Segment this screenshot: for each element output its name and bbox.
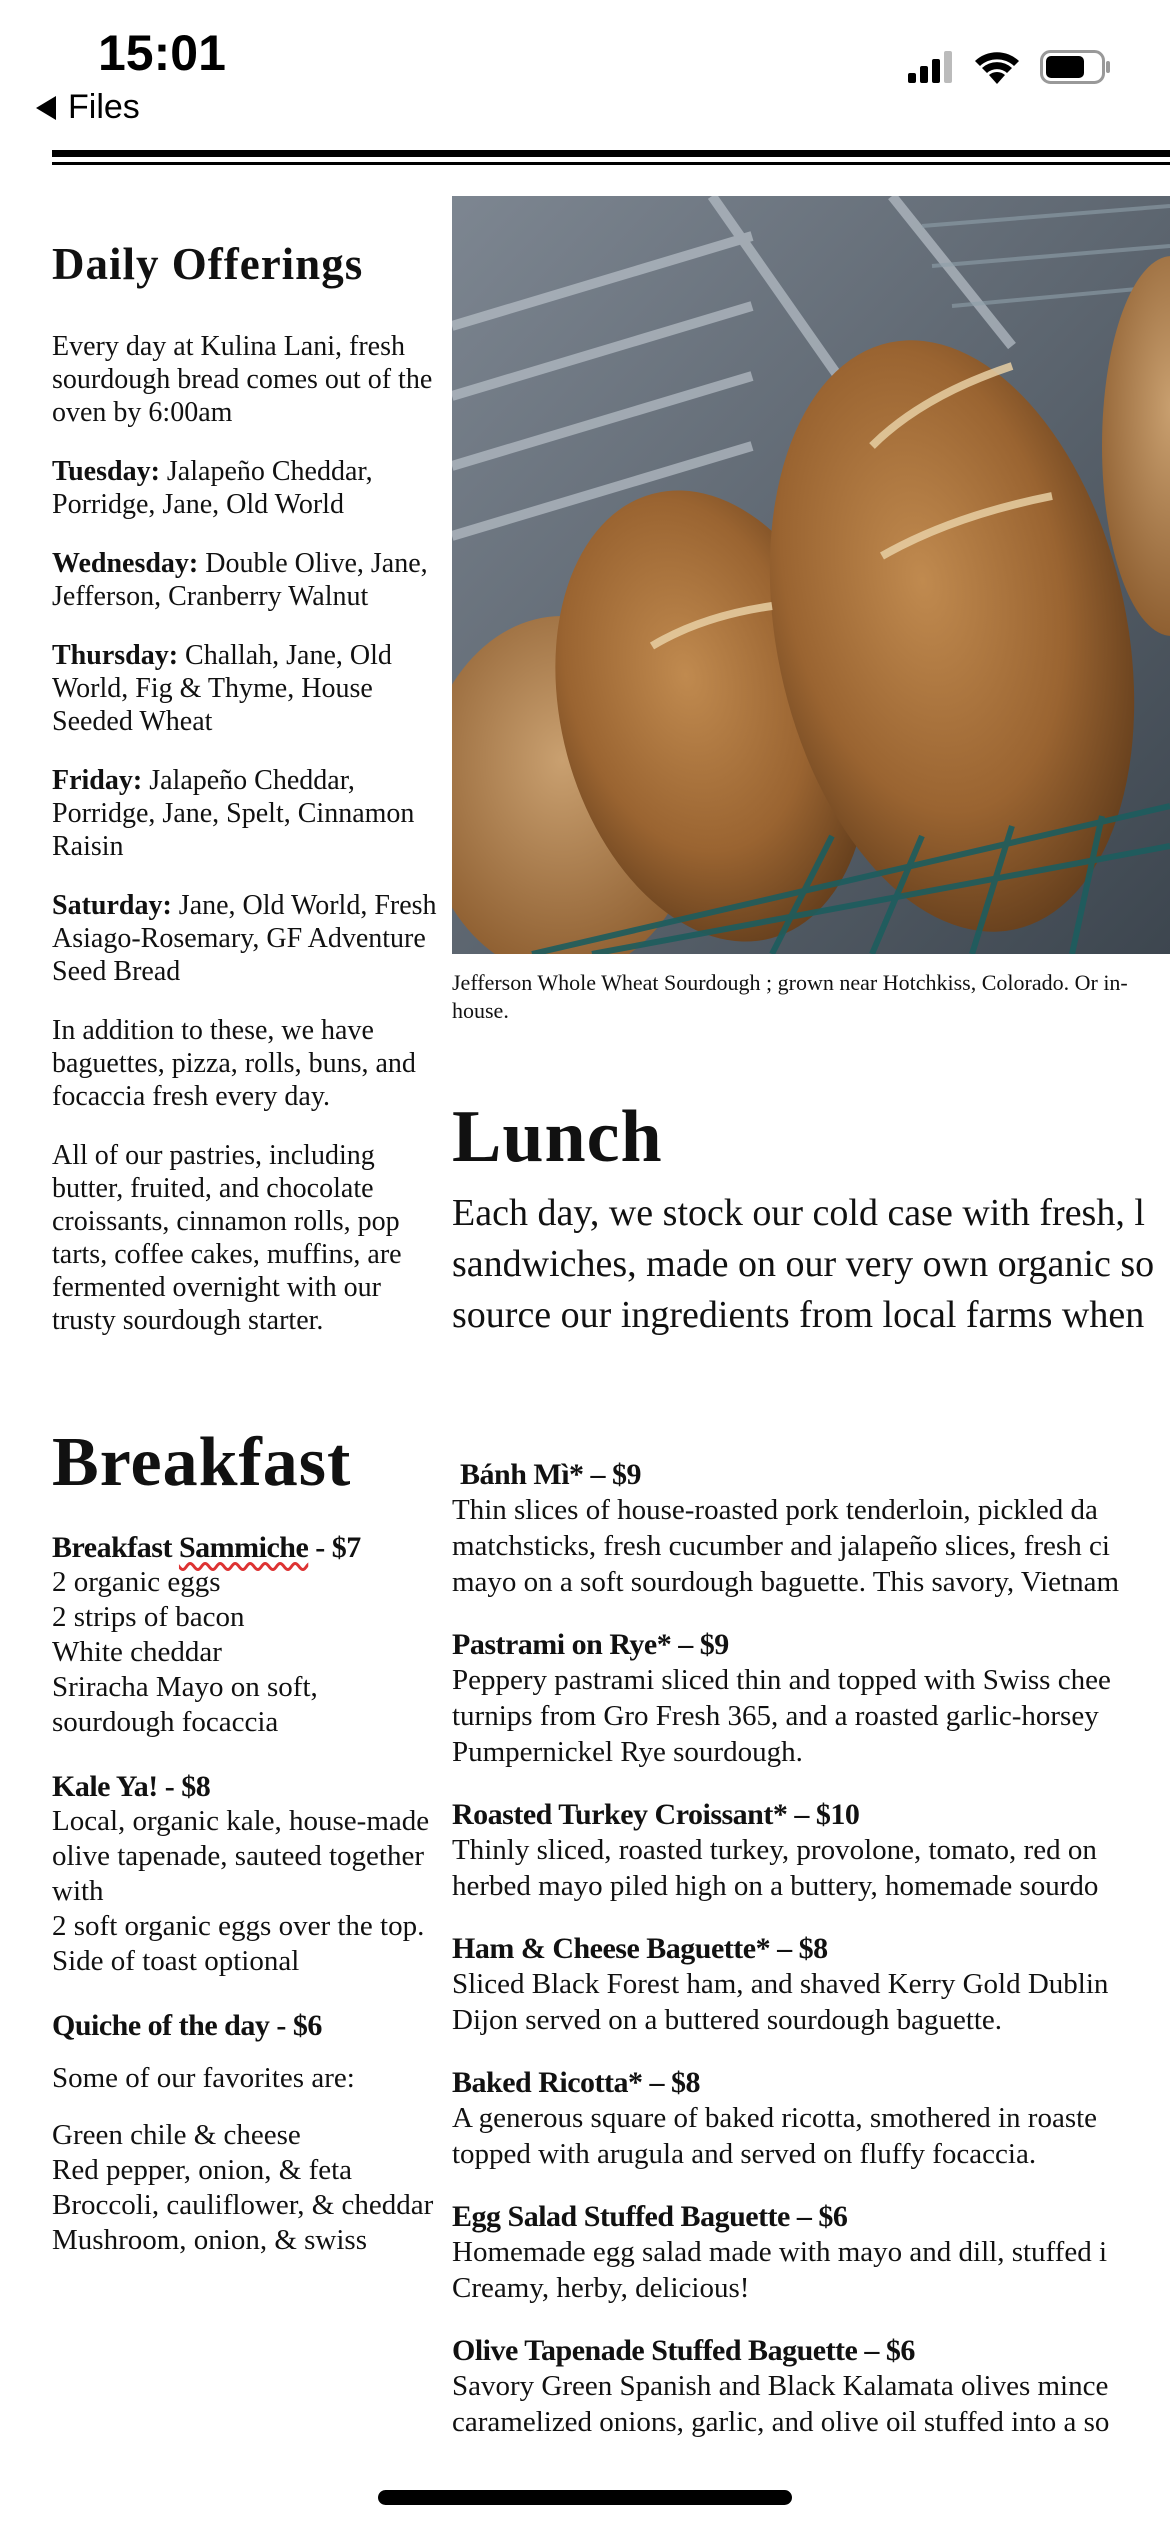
quiche-favorite: Mushroom, onion, & swiss xyxy=(52,2224,368,2256)
breakfast-item-title: Breakfast Sammiche - $7 xyxy=(52,1531,361,1564)
lunch-intro: Each day, we stock our cold case with fresh, l sandwiches, made on our very own organic so source our ingredients from local farms when xyxy=(452,1192,1155,1336)
lunch-item: Bánh Mì* – $9 Thin slices of house-roasted pork tenderloin, pickled da matchsticks, fresh cucumber and jalapeño slices, fresh ci mayo on a soft sourdough baguette. This savory, Vietnam xyxy=(452,1458,1170,1600)
lunch-heading: Lunch xyxy=(452,1096,663,1178)
photo-caption: Jefferson Whole Wheat Sourdough ; grown near Hotchkiss, Colorado. Or in-house. xyxy=(452,970,1128,1023)
cellular-signal-icon xyxy=(908,51,954,83)
battery-icon xyxy=(1040,50,1112,84)
schedule-friday: Friday: Jalapeño Cheddar, Porridge, Jane, Spelt, Cinnamon Raisin xyxy=(52,765,415,862)
schedule-saturday: Saturday: Jane, Old World, Fresh Asiago-Rosemary, GF Adventure Seed Bread xyxy=(52,890,437,987)
status-time: 15:01 xyxy=(98,25,226,81)
lunch-item: Egg Salad Stuffed Baguette – $6 Homemade egg salad made with mayo and dill, stuffed i Creamy, herby, delicious! xyxy=(452,2200,1170,2306)
quiche-favorite: Broccoli, cauliflower, & cheddar xyxy=(52,2189,434,2221)
spellcheck-flagged-word: Sammiche xyxy=(178,1531,309,1564)
wifi-icon xyxy=(974,50,1020,84)
left-column xyxy=(52,190,438,2288)
schedule-tuesday: Tuesday: Jalapeño Cheddar, Porridge, Jane, Old World xyxy=(52,456,373,520)
status-bar xyxy=(0,0,1170,140)
breakfast-item-title: Kale Ya! - $8 xyxy=(52,1770,211,1803)
lunch-item-title: Ham & Cheese Baguette* – $8 xyxy=(452,1932,828,1965)
lunch-item-title: Baked Ricotta* – $8 xyxy=(452,2066,700,2099)
daily-extras: In addition to these, we have baguettes, pizza, rolls, buns, and focaccia fresh every day. xyxy=(52,1015,416,1112)
document-page[interactable] xyxy=(0,140,1170,2490)
header-rule-thick xyxy=(52,150,1170,157)
lunch-item: Roasted Turkey Croissant* – $10 Thinly sliced, roasted turkey, provolone, tomato, red on herbed mayo piled high on a buttery, homemade sourdo xyxy=(452,1798,1170,1904)
status-icons xyxy=(908,50,1112,84)
breakfast-item: Kale Ya! - $8 Local, organic kale, house-made olive tapenade, sauteed together with 2 soft organic eggs over the top. Side of toast optional xyxy=(52,1770,438,1979)
lunch-item: Olive Tapenade Stuffed Baguette – $6 Savory Green Spanish and Black Kalamata olives mince caramelized onions, garlic, and olive oil stuffed into a so xyxy=(452,2334,1170,2440)
lunch-item: Ham & Cheese Baguette* – $8 Sliced Black Forest ham, and shaved Kerry Gold Dublin Dijon served on a buttered sourdough baguette. xyxy=(452,1932,1170,2038)
breakfast-item: Quiche of the day - $6 Some of our favorites are: Green chile & cheese Red pepper, onion, & feta Broccoli, cauliflower, & cheddar Mushroom, onion, & swiss xyxy=(52,2009,438,2258)
header-rule-thin xyxy=(52,162,1170,165)
lunch-menu-list xyxy=(452,1458,1170,2468)
lunch-item-title: Olive Tapenade Stuffed Baguette – $6 xyxy=(452,2334,915,2367)
quiche-favorite: Red pepper, onion, & feta xyxy=(52,2154,353,2186)
lunch-item-title: Roasted Turkey Croissant* – $10 xyxy=(452,1798,860,1831)
daily-pastries: All of our pastries, including butter, fruited, and chocolate croissants, cinnamon rolls, pop tarts, coffee cakes, muffins, are fermented overnight with our trusty sourdough starter. xyxy=(52,1140,402,1336)
lunch-item: Pastrami on Rye* – $9 Peppery pastrami sliced thin and topped with Swiss chee turnips from Gro Fresh 365, and a roasted garlic-horsey Pumpernickel Rye sourdough. xyxy=(452,1628,1170,1770)
schedule-wednesday: Wednesday: Double Olive, Jane, Jefferson, Cranberry Walnut xyxy=(52,548,428,612)
breakfast-item-title: Quiche of the day - $6 xyxy=(52,2009,322,2042)
back-to-files-button[interactable] xyxy=(36,88,140,127)
home-indicator[interactable] xyxy=(378,2490,792,2505)
lunch-item-title: Egg Salad Stuffed Baguette – $6 xyxy=(452,2200,848,2233)
lunch-item-title: Pastrami on Rye* – $9 xyxy=(452,1628,729,1661)
bread-photo xyxy=(452,196,1170,954)
breakfast-heading: Breakfast xyxy=(52,1424,352,1501)
back-label: Files xyxy=(68,88,140,126)
daily-offerings-heading: Daily Offerings xyxy=(52,239,364,289)
lunch-item: Baked Ricotta* – $8 A generous square of baked ricotta, smothered in roaste topped with arugula and served on fluffy focaccia. xyxy=(452,2066,1170,2172)
daily-intro: Every day at Kulina Lani, fresh sourdough bread comes out of the oven by 6:00am xyxy=(52,331,433,428)
lunch-item-title: Bánh Mì* – $9 xyxy=(460,1458,642,1491)
back-arrow-icon xyxy=(36,96,56,120)
schedule-thursday: Thursday: Challah, Jane, Old World, Fig & Thyme, House Seeded Wheat xyxy=(52,640,392,737)
breakfast-item: Breakfast Sammiche - $7 2 organic eggs 2 strips of bacon White cheddar Sriracha Mayo on soft, sourdough focaccia xyxy=(52,1531,438,1740)
quiche-favorite: Green chile & cheese xyxy=(52,2119,301,2151)
